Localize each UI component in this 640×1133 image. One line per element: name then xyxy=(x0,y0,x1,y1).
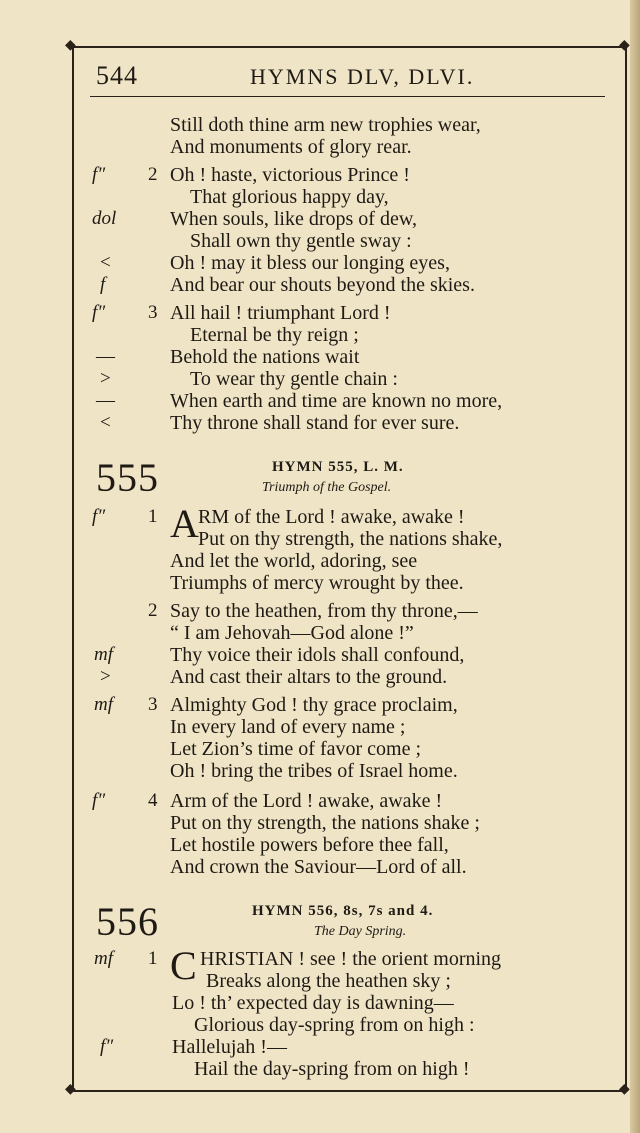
verse-line: HRISTIAN ! see ! the orient morning xyxy=(200,948,502,970)
verse-line: RM of the Lord ! awake, awake ! xyxy=(198,506,465,528)
verse-line: Lo ! th’ expected day is dawning— xyxy=(172,992,454,1014)
dynamic-mark: mf xyxy=(94,694,113,715)
verse-line: And let the world, adoring, see xyxy=(170,550,418,572)
verse-number: 2 xyxy=(148,164,158,185)
hymn-heading: HYMN 556, 8s, 7s and 4. xyxy=(252,903,434,919)
hymn-number: 556 xyxy=(96,899,159,944)
verse-line: Oh ! bring the tribes of Israel home. xyxy=(170,760,458,782)
dynamic-mark: f″ xyxy=(92,790,106,811)
verse-line: Triumphs of mercy wrought by thee. xyxy=(170,572,464,594)
dynamic-mark: dol xyxy=(92,208,117,229)
dynamic-mark: > xyxy=(100,368,111,389)
page-number: 544 xyxy=(96,61,138,90)
verse-line: Glorious day-spring from on high : xyxy=(194,1014,475,1036)
top-border-rule xyxy=(72,46,627,48)
verse-line: Eternal be thy reign ; xyxy=(190,324,359,346)
verse-line: Put on thy strength, the nations shake ; xyxy=(170,812,480,834)
dynamic-mark: f″ xyxy=(92,164,106,185)
hymn-heading: HYMN 555, L. M. xyxy=(272,459,404,475)
dynamic-mark: f″ xyxy=(92,302,106,323)
drop-cap: A xyxy=(170,501,199,546)
corner-ornament-icon: ◆ xyxy=(619,1082,630,1097)
verse-line: Still doth thine arm new trophies wear, xyxy=(170,114,481,136)
header-rule xyxy=(90,96,605,97)
dynamic-mark: mf xyxy=(94,948,113,969)
page-edge xyxy=(630,0,640,1133)
verse-number: 4 xyxy=(148,790,158,811)
corner-ornament-icon: ◆ xyxy=(65,1082,76,1097)
verse-line: And bear our shouts beyond the skies. xyxy=(170,274,475,296)
verse-line: Let hostile powers before thee fall, xyxy=(170,834,449,856)
verse-number: 2 xyxy=(148,600,158,621)
corner-ornament-icon: ◆ xyxy=(619,38,630,53)
verse-line: That glorious happy day, xyxy=(190,186,389,208)
verse-number: 1 xyxy=(148,506,158,527)
dynamic-mark: < xyxy=(100,252,111,273)
verse-line: Oh ! may it bless our longing eyes, xyxy=(170,252,450,274)
page-title: HYMNS DLV, DLVI. xyxy=(250,64,475,89)
dynamic-mark: mf xyxy=(94,644,113,665)
left-border-rule xyxy=(72,46,74,1090)
dynamic-mark: f″ xyxy=(92,506,106,527)
verse-line: Oh ! haste, victorious Prince ! xyxy=(170,164,410,186)
verse-line: Arm of the Lord ! awake, awake ! xyxy=(170,790,443,812)
corner-ornament-icon: ◆ xyxy=(65,38,76,53)
verse-line: Put on thy strength, the nations shake, xyxy=(198,528,503,550)
hymn-number: 555 xyxy=(96,455,159,500)
verse-line: To wear thy gentle chain : xyxy=(190,368,398,390)
bottom-border-rule xyxy=(72,1090,627,1092)
dynamic-mark: f xyxy=(100,274,106,295)
verse-line: Let Zion’s time of favor come ; xyxy=(170,738,422,760)
dynamic-mark: < xyxy=(100,412,111,433)
verse-line: “ I am Jehovah—God alone !” xyxy=(170,622,414,644)
dynamic-mark: f″ xyxy=(100,1036,114,1057)
dynamic-mark: — xyxy=(96,346,115,367)
verse-line: Behold the nations wait xyxy=(170,346,360,368)
verse-line: In every land of every name ; xyxy=(170,716,406,738)
verse-line: Almighty God ! thy grace proclaim, xyxy=(170,694,458,716)
dynamic-mark: — xyxy=(96,390,115,411)
verse-number: 1 xyxy=(148,948,158,969)
verse-line: And crown the Saviour—Lord of all. xyxy=(170,856,467,878)
verse-line: All hail ! triumphant Lord ! xyxy=(170,302,391,324)
hymn-subtitle: Triumph of the Gospel. xyxy=(262,480,392,495)
verse-line: Thy throne shall stand for ever sure. xyxy=(170,412,460,434)
verse-line: Hallelujah !— xyxy=(172,1036,287,1058)
drop-cap: C xyxy=(170,943,197,988)
dynamic-mark: > xyxy=(100,666,111,687)
verse-line: And monuments of glory rear. xyxy=(170,136,412,158)
verse-number: 3 xyxy=(148,694,158,715)
verse-line: Thy voice their idols shall confound, xyxy=(170,644,465,666)
verse-line: Shall own thy gentle sway : xyxy=(190,230,412,252)
verse-number: 3 xyxy=(148,302,158,323)
verse-line: When earth and time are known no more, xyxy=(170,390,503,412)
verse-line: Breaks along the heathen sky ; xyxy=(206,970,451,992)
verse-line: Hail the day-spring from on high ! xyxy=(194,1058,470,1080)
verse-line: When souls, like drops of dew, xyxy=(170,208,417,230)
right-border-rule xyxy=(625,46,627,1090)
verse-line: Say to the heathen, from thy throne,— xyxy=(170,600,478,622)
verse-line: And cast their altars to the ground. xyxy=(170,666,448,688)
hymn-subtitle: The Day Spring. xyxy=(314,924,407,939)
